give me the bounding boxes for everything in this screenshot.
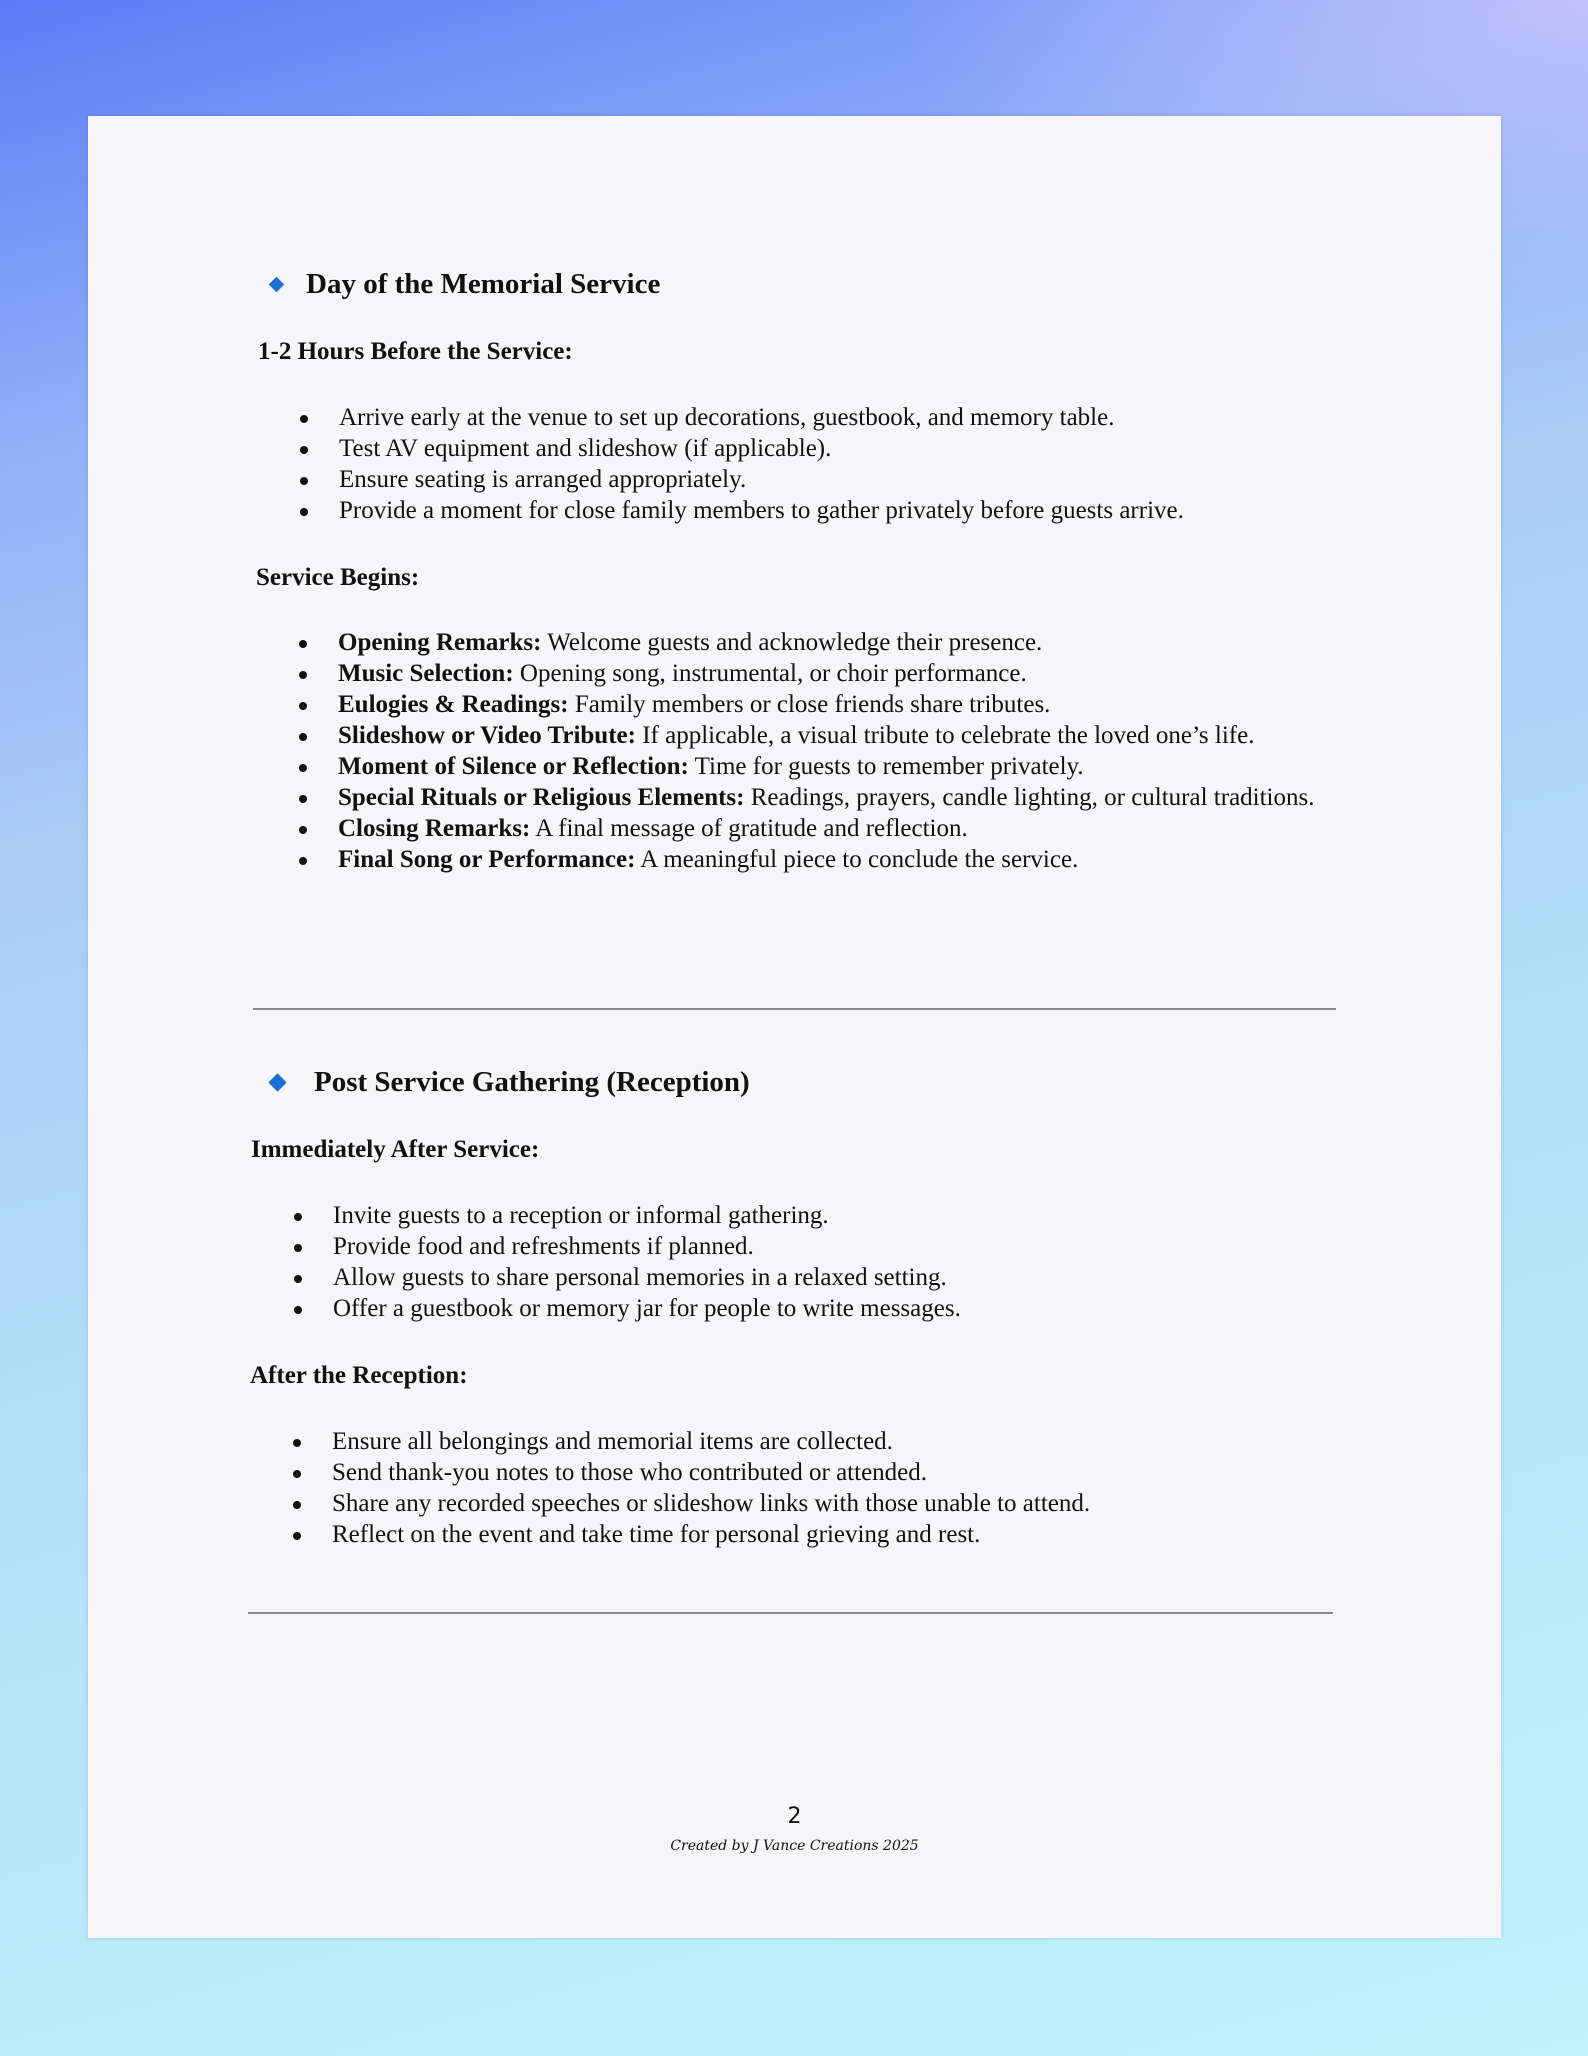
list-item: Provide food and refreshments if planned. — [292, 1231, 1442, 1262]
list-item: Moment of Silence or Reflection: Time for guests to remember privately. — [297, 751, 1447, 782]
document-page — [88, 116, 1501, 1938]
list-item: Share any recorded speeches or slideshow links with those unable to attend. — [291, 1488, 1441, 1519]
list-item: Reflect on the event and take time for personal grieving and rest. — [291, 1519, 1441, 1550]
list-item: Ensure all belongings and memorial items are collected. — [291, 1426, 1441, 1457]
list-item: Offer a guestbook or memory jar for people to write messages. — [292, 1293, 1442, 1324]
subheading-before-service: 1-2 Hours Before the Service: — [258, 338, 573, 365]
subheading-service-begins: Service Begins: — [256, 564, 420, 591]
list-after-reception — [291, 1426, 1441, 1550]
list-item: Music Selection: Opening song, instrumental, or choir performance. — [297, 658, 1447, 689]
list-before-service — [298, 402, 1448, 526]
list-item: Slideshow or Video Tribute: If applicable, a visual tribute to celebrate the loved one’s life. — [297, 720, 1348, 751]
list-item: Ensure seating is arranged appropriately. — [298, 464, 1448, 495]
list-item: Final Song or Performance: A meaningful piece to conclude the service. — [297, 844, 1447, 875]
list-item: Allow guests to share personal memories in a relaxed setting. — [292, 1262, 1442, 1293]
list-immediately-after — [292, 1200, 1442, 1324]
list-item: Eulogies & Readings: Family members or close friends share tributes. — [297, 689, 1447, 720]
list-item: Closing Remarks: A final message of gratitude and reflection. — [297, 813, 1447, 844]
list-item: Opening Remarks: Welcome guests and acknowledge their presence. — [297, 627, 1447, 658]
page-number: 2 — [787, 1804, 802, 1829]
footer-credit: Created by J Vance Creations 2025 — [670, 1838, 919, 1854]
subheading-immediately-after: Immediately After Service: — [251, 1136, 540, 1163]
divider-rule — [248, 1612, 1333, 1614]
section-heading-reception — [271, 1066, 750, 1099]
section-title: Day of the Memorial Service — [306, 268, 661, 300]
section-heading-memorial-service — [271, 268, 660, 301]
list-service-begins — [297, 627, 1447, 875]
diamond-bullet-icon — [269, 277, 285, 293]
list-item: Arrive early at the venue to set up decorations, guestbook, and memory table. — [298, 402, 1448, 433]
list-item: Provide a moment for close family members to gather privately before guests arrive. — [298, 495, 1448, 526]
subheading-after-reception: After the Reception: — [250, 1362, 468, 1389]
section-title: Post Service Gathering (Reception) — [314, 1066, 750, 1098]
list-item: Invite guests to a reception or informal gathering. — [292, 1200, 1442, 1231]
diamond-bullet-icon — [268, 1073, 286, 1091]
list-item: Test AV equipment and slideshow (if applicable). — [298, 433, 1448, 464]
list-item: Send thank-you notes to those who contributed or attended. — [291, 1457, 1441, 1488]
list-item: Special Rituals or Religious Elements: Readings, prayers, candle lighting, or cultural traditions. — [297, 782, 1348, 813]
divider-rule — [253, 1008, 1336, 1010]
